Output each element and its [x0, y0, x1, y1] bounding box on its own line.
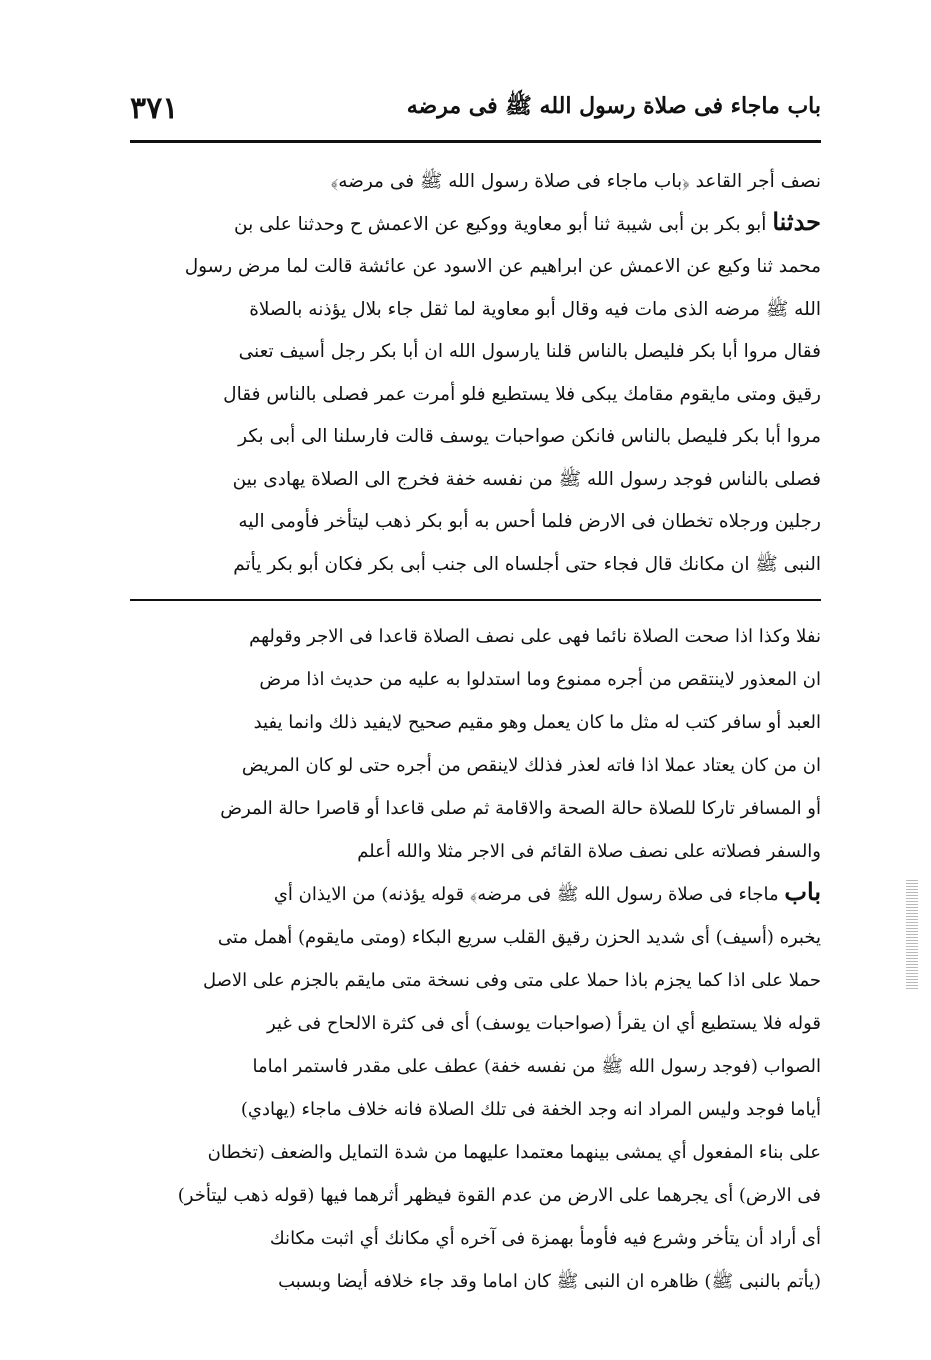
line-text: النبى ﷺ ان مكانك قال فجاء حتى أجلساه الى جنب أبى بكر فكان أبو بكر يأتم — [233, 553, 821, 575]
line-text: والسفر فصلاته على نصف صلاة القائم فى الاجر مثلا والله أعلم — [357, 841, 821, 862]
text-line — [130, 999, 821, 1042]
text-line — [130, 413, 821, 456]
line-text: نصف أجر القاعد ﴿باب ماجاء فى صلاة رسول الله ﷺ فى مرضه﴾ — [330, 171, 821, 192]
line-text: يخبره (أسيف) أى شديد الحزن رقيق القلب سريع البكاء (ومتى مايقوم) أهمل متى — [217, 927, 821, 948]
text-line — [130, 1085, 821, 1128]
text-line — [130, 1128, 821, 1171]
line-text: الله ﷺ مرضه الذى مات فيه وقال أبو معاوية لما ثقل جاء بلال يؤذنه بالصلاة — [249, 298, 821, 320]
text-line — [130, 741, 821, 784]
line-text: أياما فوجد وليس المراد انه وجد الخفة فى تلك الصلاة فانه خلاف ماجاء (يهادي) — [240, 1099, 821, 1120]
text-line — [130, 286, 821, 329]
text-line — [130, 1042, 821, 1085]
line-text: محمد ثنا وكيع عن الاعمش عن ابراهيم عن الاسود عن عائشة قالت لما مرض رسول — [184, 256, 821, 277]
line-text: (يأتم بالنبى ﷺ) ظاهره ان النبى ﷺ كان اماما وقد جاء خلافه أيضا وبسبب — [278, 1271, 821, 1292]
text-line — [130, 827, 821, 870]
text-line — [130, 158, 821, 201]
line-text: أبو بكر بن أبى شيبة ثنا أبو معاوية ووكيع عن الاعمش ح وحدثنا على بن — [234, 213, 767, 235]
text-line — [130, 698, 821, 741]
text-line — [130, 456, 821, 499]
text-line — [130, 328, 821, 371]
line-lead: باب — [784, 877, 821, 906]
line-text: ماجاء فى صلاة رسول الله ﷺ فى مرضه﴾ قوله يؤذنه) من الايذان أي — [273, 884, 779, 905]
text-line — [130, 1171, 821, 1214]
line-text: مروا أبا بكر فليصل بالناس فانكن صواحبات يوسف قالت فارسلنا الى أبى بكر — [238, 426, 821, 447]
line-text: فقال مروا أبا بكر فليصل بالناس قلنا يارسول الله ان أبا بكر رجل أسيف تعنى — [238, 341, 821, 362]
text-line — [130, 1257, 821, 1300]
line-text: ان المعذور لاينتقص من أجره ممنوع وما استدلوا به عليه من حديث اذا مرض — [259, 669, 821, 690]
text-line — [130, 1214, 821, 1257]
text-line — [130, 870, 821, 913]
page-number: ٣٧١ — [130, 90, 179, 126]
text-line — [130, 956, 821, 999]
text-line — [130, 913, 821, 956]
text-line — [130, 201, 821, 244]
line-text: فى الارض) أى يجرهما على الارض من عدم القوة فيظهر أثرهما فيها (قوله ذهب ليتأخر) — [177, 1185, 821, 1206]
commentary-text — [130, 612, 821, 1300]
text-line — [130, 243, 821, 286]
line-text: ان من كان يعتاد عملا اذا فاته لعذر فذلك لاينقص من أجره حتى لو كان المريض — [241, 755, 821, 776]
line-text: أى أراد أن يتأخر وشرع فيه فأومأ بهمزة فى آخره أي مكانك أي اثبت مكانك — [269, 1228, 821, 1249]
main-text — [130, 158, 821, 583]
separator-rule — [130, 599, 821, 601]
line-text: حملا على اذا كما يجزم باذا حملا على متى وفى نسخة متى مايقم بالجزم على الاصل — [202, 970, 821, 991]
page-header — [130, 80, 821, 136]
line-text: العبد أو سافر كتب له مثل ما كان يعمل وهو مقيم صحيح لايفيد ذلك وانما يفيد — [253, 712, 821, 733]
line-text: قوله فلا يستطيع أي ان يقرأ (صواحبات يوسف) أى فى كثرة الالحاح فى غير — [267, 1013, 821, 1034]
scan-edge-mark — [906, 880, 918, 990]
text-line — [130, 371, 821, 414]
text-line — [130, 498, 821, 541]
line-text: رجلين ورجلاه تخطان فى الارض فلما أحس به أبو بكر ذهب ليتأخر فأومى اليه — [238, 511, 821, 532]
line-lead: حدثنا — [772, 206, 821, 236]
line-text: فصلى بالناس فوجد رسول الله ﷺ من نفسه خفة فخرج الى الصلاة يهادى بين — [232, 468, 821, 490]
text-line — [130, 612, 821, 655]
line-text: أو المسافر تاركا للصلاة حالة الصحة والاقامة ثم صلى قاعدا أو قاصرا حالة المرض — [220, 798, 821, 819]
text-line — [130, 784, 821, 827]
line-text: الصواب (فوجد رسول الله ﷺ من نفسه خفة) عطف على مقدر فاستمر اماما — [252, 1056, 821, 1077]
text-line — [130, 655, 821, 698]
line-text: على بناء المفعول أي يمشى بينهما معتمدا عليهما من شدة التمايل والضعف (تخطان — [207, 1142, 821, 1163]
header-rule — [130, 140, 821, 143]
line-text: نفلا وكذا اذا صحت الصلاة نائما فهى على نصف الصلاة قاعدا فى الاجر وقولهم — [249, 626, 821, 647]
text-line — [130, 541, 821, 584]
running-title: باب ماجاء فى صلاة رسول الله ﷺ فى مرضه — [406, 93, 821, 119]
line-text: رقيق ومتى مايقوم مقامك يبكى فلا يستطيع فلو أمرت عمر فصلى بالناس فقال — [223, 383, 821, 405]
